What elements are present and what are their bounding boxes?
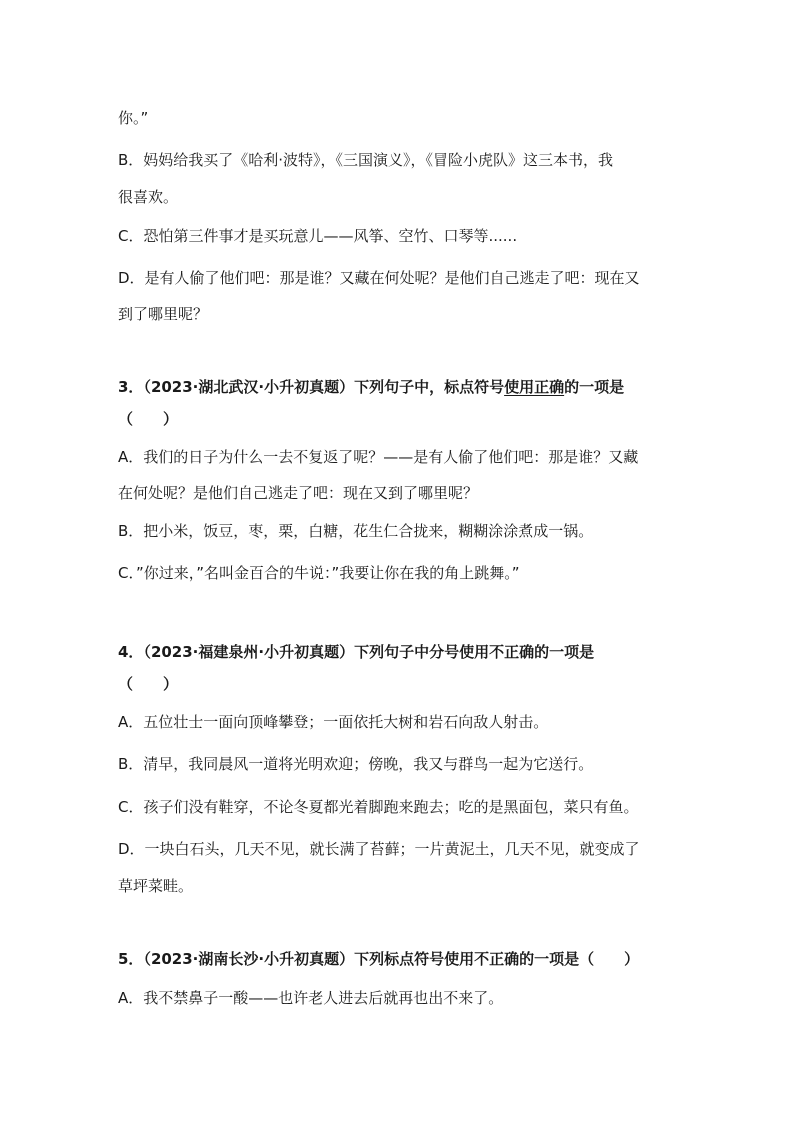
- option-b: B．妈妈给我买了《哈利·波特》，《三国演义》，《冒险小虎队》这三本书，我: [118, 151, 614, 169]
- option-a: A．我不禁鼻子一酸——也许老人进去后就再也出不来了。: [118, 989, 504, 1007]
- text-line: 你。”: [118, 109, 149, 127]
- question-stem: 下列标点符号使用不正确的一项是（ ）: [354, 950, 640, 968]
- question-4-heading: [118, 642, 594, 662]
- question-source: （2023·湖南长沙·小升初真题）: [143, 950, 355, 968]
- text-line: 很喜欢。: [118, 188, 179, 206]
- option-d: D．是有人偷了他们吧：那是谁？又藏在何处呢？是他们自己逃走了吧：现在又: [118, 269, 640, 287]
- question-5-heading: [118, 949, 639, 969]
- option-d-cont: 草坪菜畦。: [118, 877, 194, 895]
- option-c: C．恐怕第三件事才是买玩意儿——风筝、空竹、口琴等......: [118, 227, 518, 245]
- answer-parentheses: （ ）: [118, 410, 179, 428]
- option-c: C．”你过来，”名叫金百合的牛说：”我要让你在我的角上跳舞。”: [118, 564, 520, 582]
- question-number: 4．: [118, 643, 144, 661]
- option-b: B．把小米，饭豆，枣，栗，白糖，花生仁合拢来，糊糊涂涂煮成一锅。: [118, 522, 594, 540]
- option-a-cont: 在何处呢？是他们自己逃走了吧：现在又到了哪里呢？: [118, 484, 479, 502]
- question-number: 5．: [118, 950, 144, 968]
- option-a: A．五位壮士一面向顶峰攀登；一面依托大树和岩石向敌人射击。: [118, 713, 549, 731]
- question-stem: 的一项是: [564, 378, 625, 396]
- option-b: B．清早，我同晨风一道将光明欢迎；傍晚，我又与群鸟一起为它送行。: [118, 755, 594, 773]
- text-line: 到了哪里呢？: [118, 305, 209, 323]
- question-3-heading: [118, 377, 624, 397]
- question-number: 3．: [118, 378, 144, 396]
- option-c: C．孩子们没有鞋穿，不论冬夏都光着脚跑来跑去；吃的是黑面包，菜只有鱼。: [118, 798, 639, 816]
- answer-parentheses: （ ）: [118, 675, 179, 693]
- question-stem: 下列句子中分号使用不正确的一项是: [354, 643, 595, 661]
- option-a: A．我们的日子为什么一去不复返了呢？——是有人偷了他们吧：那是谁？又藏: [118, 448, 639, 466]
- question-stem: 下列句子中，标点符号: [354, 378, 505, 396]
- question-source: （2023·福建泉州·小升初真题）: [143, 643, 355, 661]
- question-stem-underlined: 使用正确: [504, 378, 565, 396]
- option-d: D．一块白石头，几天不见，就长满了苔藓；一片黄泥土，几天不见，就变成了: [118, 840, 640, 858]
- question-source: （2023·湖北武汉·小升初真题）: [143, 378, 355, 396]
